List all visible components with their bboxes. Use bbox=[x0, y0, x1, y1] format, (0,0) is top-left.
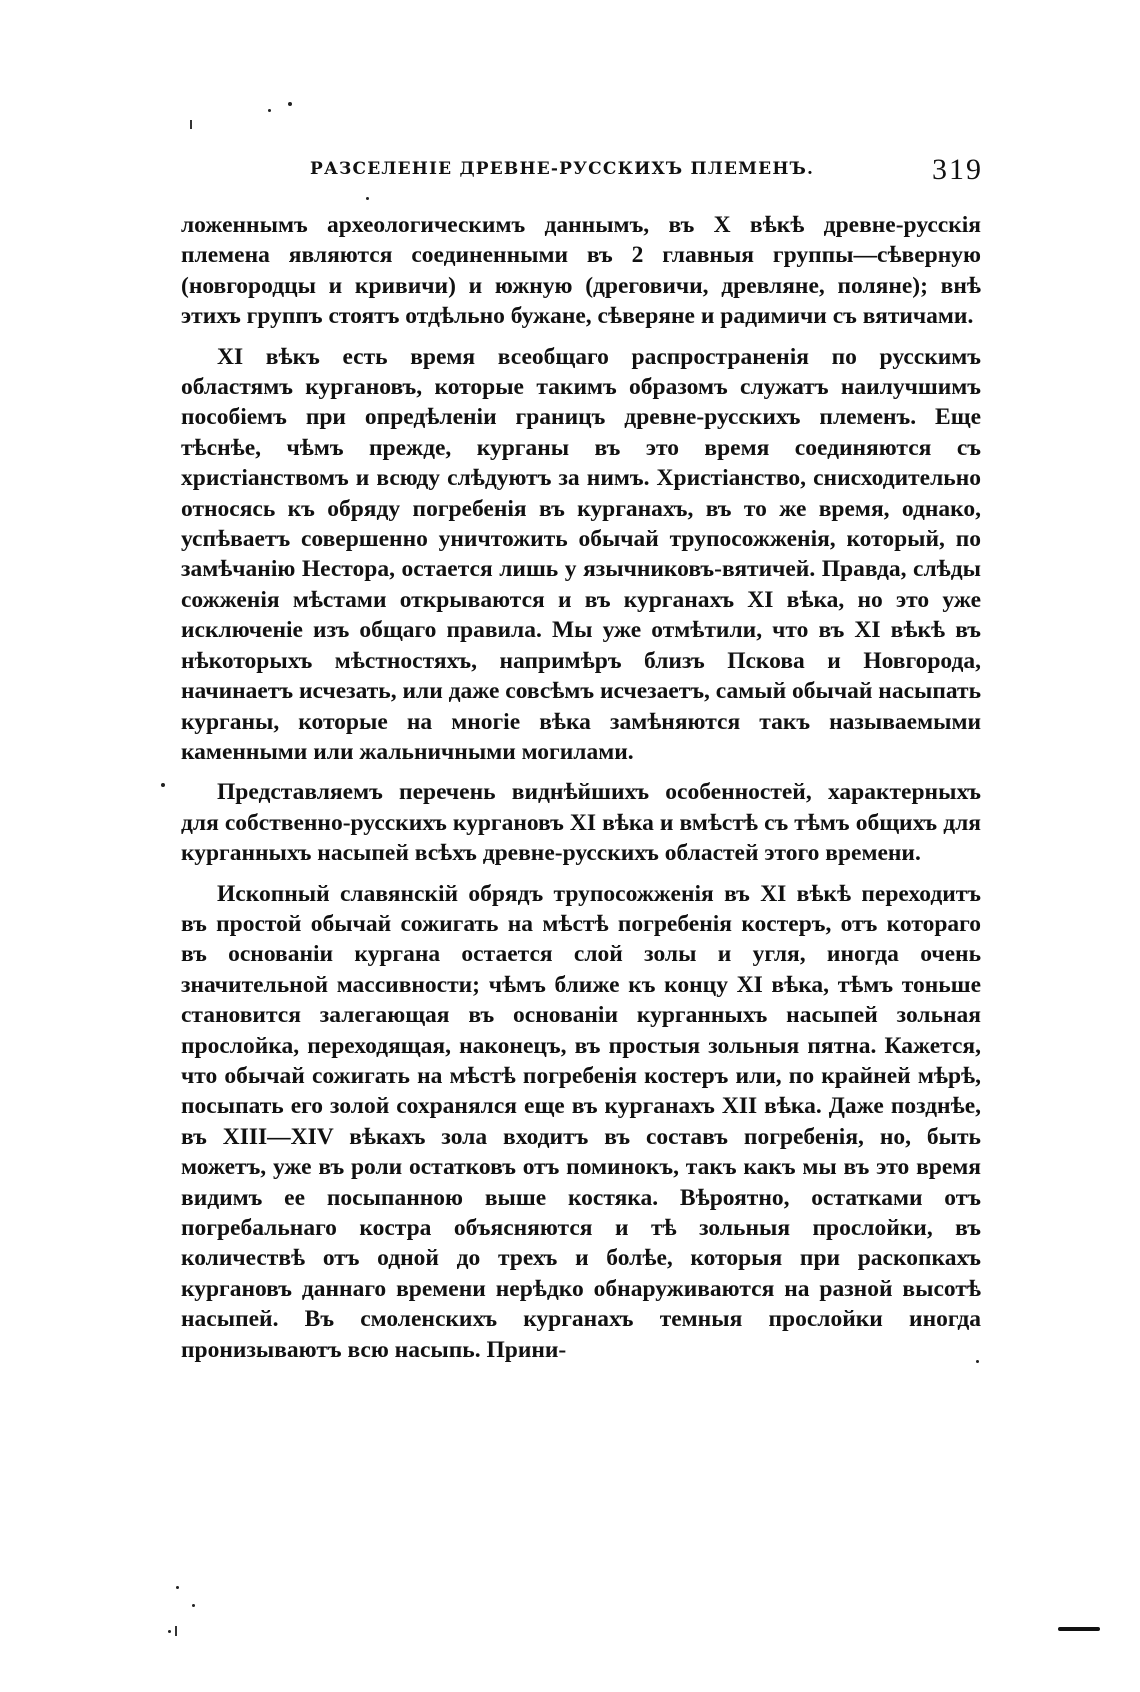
scan-speck bbox=[366, 197, 369, 200]
page-number: 319 bbox=[932, 153, 983, 186]
running-head bbox=[178, 153, 983, 193]
body-text bbox=[181, 210, 981, 1375]
scan-speck bbox=[176, 1586, 179, 1589]
paragraph: XI вѣкъ есть время всеобщаго распространенія по русскимъ областямъ кургановъ, которые такимъ образомъ служатъ наилучшимъ пособіемъ при опредѣленіи границъ древне-русскихъ племенъ. Еще тѣснѣе, чѣмъ прежде, курганы въ это время соединяются съ христіанствомъ и всюду слѣдуютъ за нимъ. Христіанство, снисходительно относясь къ обряду погребенія въ курганахъ, въ то же время, однако, успѣваетъ совершенно уничтожить обычай трупосожженія, который, по замѣчанію Нестора, остается лишь у язычниковъ-вятичей. Правда, слѣды сожженія мѣстами открываются и въ курганахъ XI вѣка, но это уже исключеніе изъ общаго правила. Мы уже отмѣтили, что въ XI вѣкѣ въ нѣкоторыхъ мѣстностяхъ, напримѣръ близъ Пскова и Новгорода, начинаетъ исчезать, или даже совсѣмъ исчезаетъ, самый обычай насыпать курганы, которые на многіе вѣка замѣняются такъ называемыми каменными или жальничными могилами. bbox=[181, 343, 981, 765]
paragraph: ложеннымъ археологическимъ даннымъ, въ X вѣкѣ древне-русскія племена являются соединенными въ 2 главныя группы—сѣверную (новгородцы и кривичи) и южную (дреговичи, древляне, поляне); внѣ этихъ группъ стоятъ отдѣльно бужане, сѣверяне и радимичи съ вятичами. bbox=[181, 212, 981, 330]
scan-speck bbox=[288, 102, 292, 106]
paragraph: Представляемъ перечень виднѣйшихъ особенностей, характерныхъ для собственно-русскихъ кургановъ XI вѣка и вмѣстѣ съ тѣмъ общихъ для курганныхъ насыпей всѣхъ древне-русскихъ областей этого времени. bbox=[181, 779, 981, 867]
running-head-title: РАЗСЕЛЕНІЕ ДРЕВНЕ-РУССКИХЪ ПЛЕМЕНЪ. bbox=[310, 159, 815, 179]
paragraph: Ископный славянскій обрядъ трупосожженія въ XI вѣкѣ переходитъ въ простой обычай сожигать на мѣстѣ погребенія костеръ, отъ котораго въ основаніи кургана остается слой золы и угля, иногда очень значительной массивности; чѣмъ ближе къ концу XI вѣка, тѣмъ тоньше становится залегающая въ основаніи курганныхъ насыпей зольная прослойка, переходящая, наконецъ, въ простыя зольныя пятна. Кажется, что обычай сожигать на мѣстѣ погребенія костеръ или, по крайней мѣрѣ, посыпать его золой сохранялся еще въ курганахъ XII вѣка. Даже позднѣе, въ XIII—XIV вѣкахъ зола входитъ въ составъ погребенія, но, быть можетъ, уже въ роли остатковъ отъ поминокъ, такъ какъ мы въ это время видимъ ее посыпанною выше костяка. Вѣроятно, остатками отъ погребальнаго костра объясняются и тѣ зольныя прослойки, въ количествѣ отъ одной до трехъ и болѣе, которыя при раскопкахъ кургановъ даннаго времени нерѣдко обнаруживаются на разной высотѣ насыпей. Въ смоленскихъ курганахъ темныя прослойки иногда пронизываютъ всю насыпь. Прини- bbox=[181, 880, 981, 1363]
scan-mark bbox=[175, 1626, 177, 1636]
scan-speck bbox=[268, 109, 271, 112]
scan-speck bbox=[192, 1604, 195, 1607]
scan-speck bbox=[168, 1630, 171, 1633]
scan-edge-mark bbox=[1058, 1627, 1100, 1631]
scan-speck bbox=[161, 783, 165, 787]
scan-mark bbox=[190, 120, 192, 129]
